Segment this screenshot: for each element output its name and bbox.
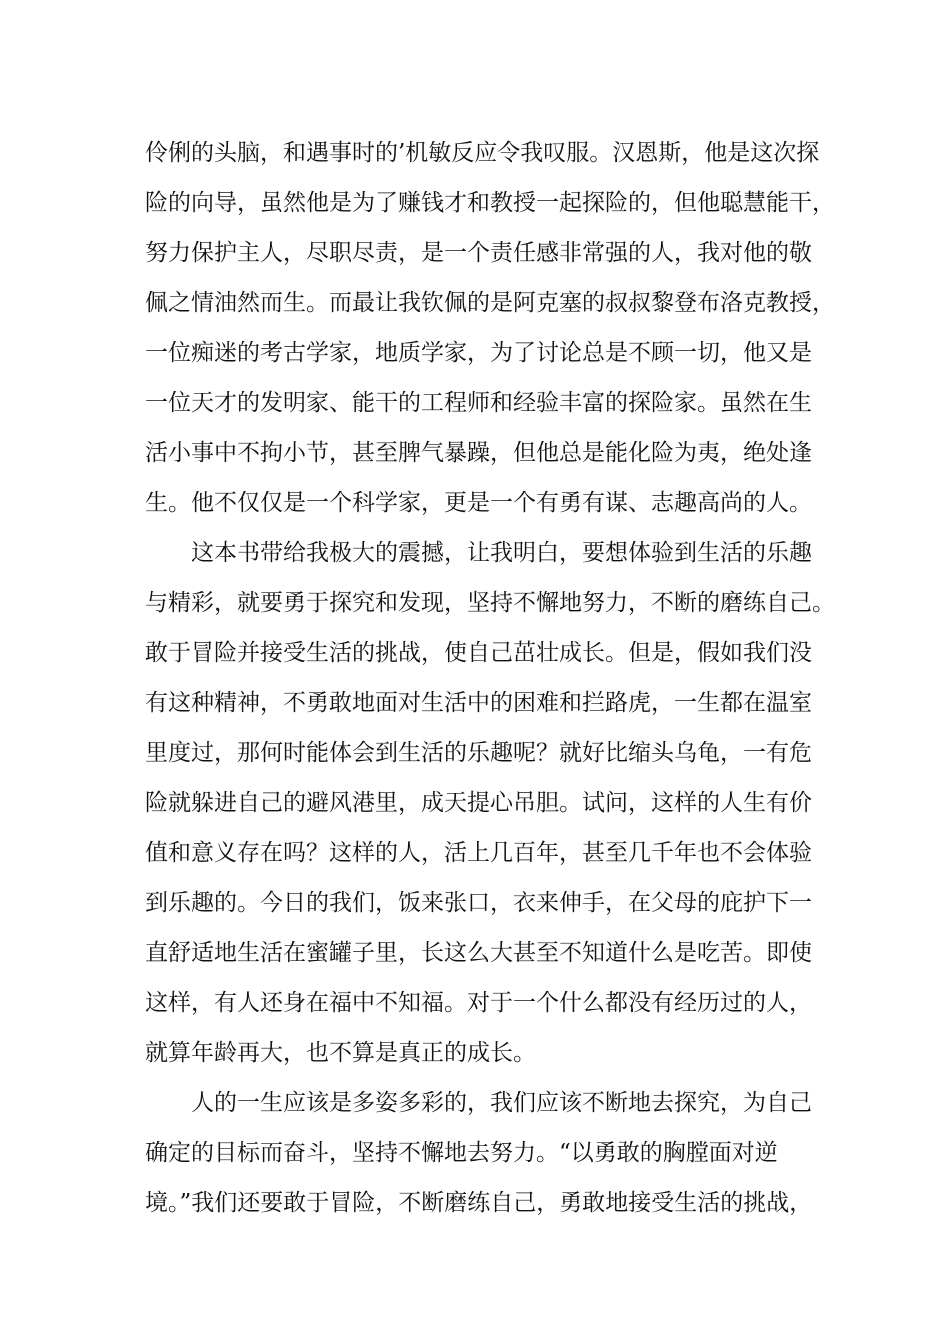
text-line: 生。他不仅仅是一个科学家，更是一个有勇有谋、志趣高尚的人。 [145, 490, 812, 516]
text-line: 努力保护主人，尽职尽责，是一个责任感非常强的人，我对他的敬 [145, 240, 812, 266]
text-line: 活小事中不拘小节，甚至脾气暴躁，但他总是能化险为夷，绝处逢 [145, 440, 812, 466]
text-line: 险的向导，虽然他是为了赚钱才和教授一起探险的，但他聪慧能干， [145, 190, 835, 216]
text-line: 一位天才的发明家、能干的工程师和经验丰富的探险家。虽然在生 [145, 390, 812, 416]
text-line: 到乐趣的。今日的我们，饭来张口，衣来伸手，在父母的庇护下一 [145, 890, 812, 916]
text-line: 佩之情油然而生。而最让我钦佩的是阿克塞的叔叔黎登布洛克教授， [145, 290, 835, 316]
text-line: 有这种精神，不勇敢地面对生活中的困难和拦路虎，一生都在温室 [145, 690, 812, 716]
text-line: 确定的目标而奋斗，坚持不懈地去努力。“以勇敢的胸膛面对逆 [145, 1140, 778, 1166]
text-line: 里度过，那何时能体会到生活的乐趣呢？就好比缩头乌龟，一有危 [145, 740, 812, 766]
paragraph-start-line: 人的一生应该是多姿多彩的，我们应该不断地去探究，为自己 [191, 1090, 812, 1116]
text-line: 境。”我们还要敢于冒险，不断磨练自己，勇敢地接受生活的挑战， [145, 1190, 813, 1216]
text-line: 伶俐的头脑，和遇事时的’机敏反应令我叹服。汉恩斯，他是这次探 [145, 140, 820, 166]
body-text [145, 128, 835, 1228]
text-line: 险就躲进自己的避风港里，成天提心吊胆。试问，这样的人生有价 [145, 790, 812, 816]
text-line: 一位痴迷的考古学家，地质学家，为了讨论总是不顾一切，他又是 [145, 340, 812, 366]
text-line: 与精彩，就要勇于探究和发现，坚持不懈地努力，不断的磨练自己。 [145, 590, 835, 616]
text-line: 就算年龄再大，也不算是真正的成长。 [145, 1040, 536, 1066]
text-line: 直舒适地生活在蜜罐子里，长这么大甚至不知道什么是吃苦。即使 [145, 940, 812, 966]
text-line: 这样，有人还身在福中不知福。对于一个什么都没有经历过的人， [145, 990, 812, 1016]
text-line: 敢于冒险并接受生活的挑战，使自己茁壮成长。但是，假如我们没 [145, 640, 812, 666]
paragraph-start-line: 这本书带给我极大的震撼，让我明白，要想体验到生活的乐趣 [191, 540, 812, 566]
text-line: 值和意义存在吗？这样的人，活上几百年，甚至几千年也不会体验 [145, 840, 812, 866]
